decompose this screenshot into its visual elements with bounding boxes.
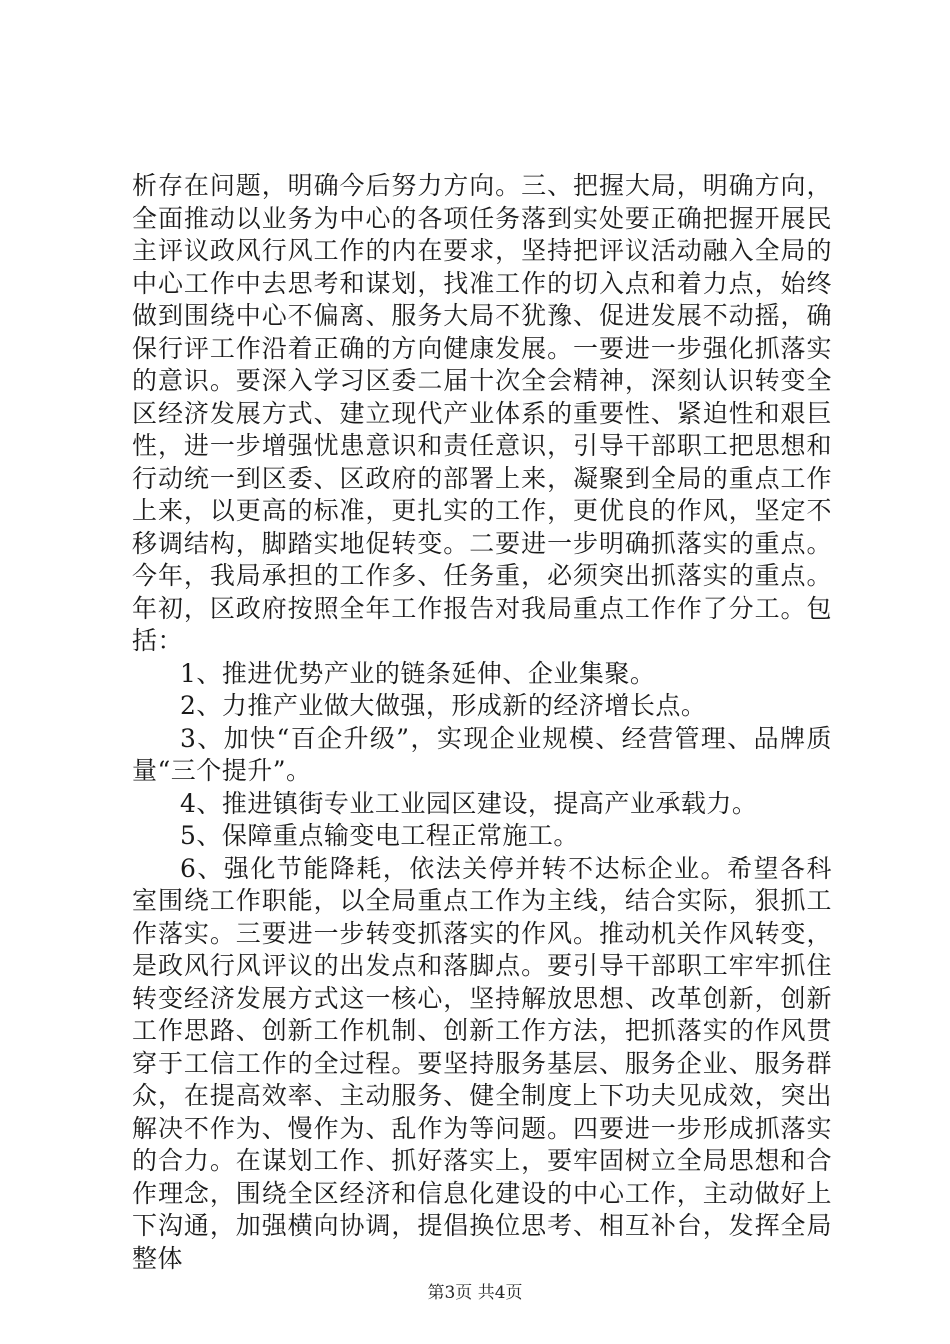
list-item-2: 2、力推产业做大做强，形成新的经济增长点。 [180,691,707,720]
list-item-1: 1、推进优势产业的链条延伸、企业集聚。 [180,658,656,688]
paragraph-continuation: 析存在问题，明确今后努力方向。三、把握大局，明确方向，全面推动以业务为中心的各项任务落到实处要正确把握开展民主评议政风行风工作的内在要求，坚持把评议活动融入全局的中心工作中去思考和谋划，找准工作的切入点和着力点，始终做到围绕中心不偏离、服务大局不犹豫、促进发展不动摇，确保行评工作沿着正确的方向健康发展。一要进一步强化抓落实的意识。要深入学习区委二届十次全会精神，深刻认识转变全区经济发展方式、建立现代产业体系的重要性、紧迫性和艰巨性，进一步增强忧患意识和责任意识，引导干部职工把思想和行动统一到区委、区政府的部署上来，凝聚到全局的重点工作上来，以更高的标准，更扎实的工作，更优良的作风，坚定不移调结构，脚踏实地促转变。二要进一步明确抓落实的重点。今年，我局承担的工作多、任务重，必须突出抓落实的重点。年初，区政府按照全年工作报告对我局重点工作作了分工。包括： [132,171,832,655]
page-number-footer: 第3页 共4页 [427,1283,523,1303]
list-item-4: 4、推进镇街专业工业园区建设，提高产业承载力。 [180,788,758,818]
list-item-6: 6、强化节能降耗，依法关停并转不达标企业。希望各科室围绕工作职能，以全局重点工作为主线，结合实际，狠抓工作落实。三要进一步转变抓落实的作风。推动机关作风转变，是政风行风评议的出发点和落脚点。要引导干部职工牢牢抓住转变经济发展方式这一核心，坚持解放思想、改革创新，创新工作思路、创新工作机制、创新工作方法，把抓落实的作风贯穿于工信工作的全过程。要坚持服务基层、服务企业、服务群众，在提高效率、主动服务、健全制度上下功夫见成效，突出解决不作为、慢作为、乱作为等问题。四要进一步形成抓落实的合力。在谋划工作、抓好落实上，要牢固树立全局思想和合作理念，围绕全区经济和信息化建设的中心工作，主动做好上下沟通，加强横向协调，提倡换位思考、相互补台，发挥全局整体 [132,853,832,1273]
list-item-5: 5、保障重点输变电工程正常施工。 [180,821,579,850]
list-item-3: 3、加快“百企升级”，实现企业规模、经营管理、品牌质量“三个提升”。 [132,723,832,785]
document-body [132,170,832,1275]
